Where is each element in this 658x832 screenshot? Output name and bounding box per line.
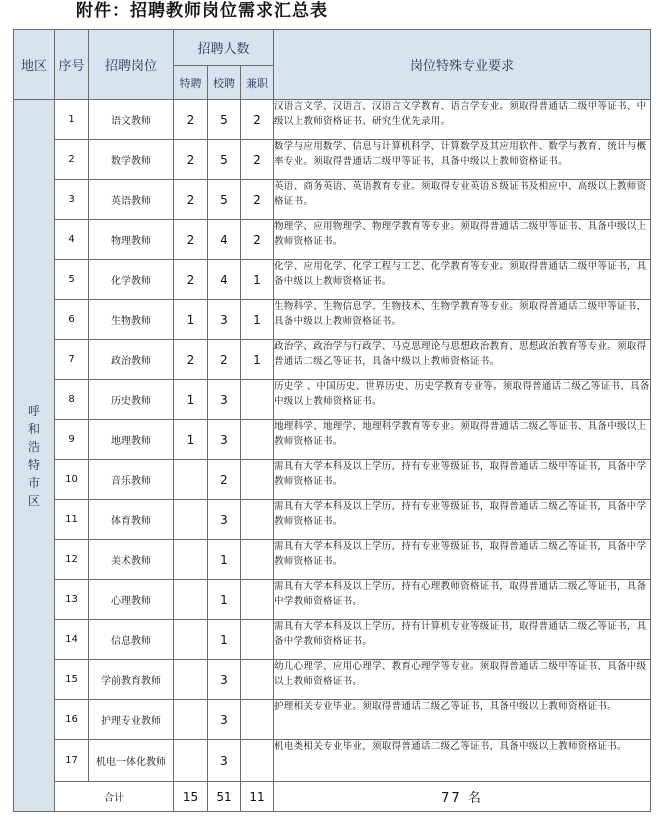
row-school-count: 2: [208, 340, 241, 380]
table-row: [14, 220, 651, 260]
row-requirements: 需具有大学本科及以上学历，持有专业等级证书，取得普通话二级乙等证书，具备中学教师资格证书。: [274, 500, 651, 540]
header-region: 地区: [14, 30, 55, 100]
row-requirements: 英语、商务英语、英语教育专业。须取得专业英语８级证书及相应中、高级以上教师资格证书。: [274, 180, 651, 220]
row-part-time-count: [241, 740, 274, 782]
total-row: [14, 782, 651, 812]
row-index: 16: [55, 700, 89, 740]
row-position: 美术教师: [89, 540, 174, 580]
row-special-count: [174, 460, 208, 500]
row-position: 历史教师: [89, 380, 174, 420]
row-requirements: 生物科学、生物信息学、生物技术、生物学教育等专业。须取得普通话二级甲等证书，具备中级以上教师资格证书。: [274, 300, 651, 340]
row-part-time-count: [241, 420, 274, 460]
row-special-count: [174, 700, 208, 740]
table-row: [14, 580, 651, 620]
row-special-count: 1: [174, 420, 208, 460]
row-special-count: 1: [174, 380, 208, 420]
row-part-time-count: 1: [241, 300, 274, 340]
row-index: 8: [55, 380, 89, 420]
total-special: 15: [174, 782, 208, 812]
row-special-count: [174, 580, 208, 620]
header-special: 特聘: [174, 66, 208, 100]
row-requirements: 汉语言文学、汉语言、汉语言文学教育、语言学专业。须取得普通话二级甲等证书、中级以上教师资格证书、研究生优先录用。: [274, 100, 651, 140]
recruitment-table: [13, 29, 651, 812]
row-special-count: [174, 740, 208, 782]
row-school-count: 2: [208, 460, 241, 500]
row-school-count: 3: [208, 700, 241, 740]
document-title: 附件：招聘教师岗位需求汇总表: [76, 1, 328, 21]
row-part-time-count: 1: [241, 340, 274, 380]
row-part-time-count: 2: [241, 180, 274, 220]
row-school-count: 5: [208, 100, 241, 140]
row-requirements: 政治学、政治学与行政学、马克思理论与思想政治教育、思想政治教育等专业。须取得普通话二级乙等证书，具备中级以上教师资格证书。: [274, 340, 651, 380]
row-index: 13: [55, 580, 89, 620]
row-part-time-count: [241, 540, 274, 580]
region-cell: [14, 100, 55, 812]
row-special-count: 2: [174, 140, 208, 180]
table-row: [14, 420, 651, 460]
row-school-count: 3: [208, 740, 241, 782]
row-school-count: 3: [208, 300, 241, 340]
row-index: 15: [55, 660, 89, 700]
table-row: [14, 180, 651, 220]
row-special-count: [174, 500, 208, 540]
row-school-count: 1: [208, 580, 241, 620]
row-special-count: [174, 620, 208, 660]
row-position: 生物教师: [89, 300, 174, 340]
row-part-time-count: 2: [241, 220, 274, 260]
row-requirements: 护理相关专业毕业。须取得普通话二级乙等证书，具备中级以上教师资格证书。: [274, 700, 651, 740]
row-index: 4: [55, 220, 89, 260]
table-row: [14, 340, 651, 380]
row-requirements: 地理科学、地理学、地理科学教育等专业。须取得普通话二级乙等证书、具备中级以上教师资格证书。: [274, 420, 651, 460]
row-position: 英语教师: [89, 180, 174, 220]
row-school-count: 1: [208, 620, 241, 660]
header-requirements: 岗位特殊专业要求: [274, 30, 651, 100]
table-row: [14, 460, 651, 500]
table-row: [14, 740, 651, 782]
row-position: 化学教师: [89, 260, 174, 300]
row-index: 6: [55, 300, 89, 340]
header-position: 招聘岗位: [89, 30, 174, 100]
row-requirements: 机电类相关专业毕业，须取得普通话二级乙等证书，具备中级以上教师资格证书。: [274, 740, 651, 782]
row-part-time-count: [241, 700, 274, 740]
row-part-time-count: [241, 380, 274, 420]
row-index: 7: [55, 340, 89, 380]
table-row: [14, 140, 651, 180]
row-special-count: 1: [174, 300, 208, 340]
table-row: [14, 300, 651, 340]
table-row: [14, 660, 651, 700]
row-special-count: 2: [174, 220, 208, 260]
row-part-time-count: [241, 460, 274, 500]
total-part-time: 11: [241, 782, 274, 812]
row-school-count: 5: [208, 180, 241, 220]
row-school-count: 4: [208, 260, 241, 300]
row-school-count: 3: [208, 500, 241, 540]
header-part-time: 兼职: [241, 66, 274, 100]
table-row: [14, 700, 651, 740]
row-index: 14: [55, 620, 89, 660]
table-row: [14, 100, 651, 140]
row-special-count: 2: [174, 260, 208, 300]
row-special-count: 2: [174, 340, 208, 380]
row-requirements: 需具有大学本科及以上学历，持有心理教师资格证书，取得普通话二级乙等证书，具备中学教师资格证书。: [274, 580, 651, 620]
row-school-count: 3: [208, 420, 241, 460]
row-position: 信息教师: [89, 620, 174, 660]
row-index: 10: [55, 460, 89, 500]
row-index: 5: [55, 260, 89, 300]
row-position: 语文教师: [89, 100, 174, 140]
row-requirements: 历史学 、中国历史、世界历史、历史学教育专业等。须取得普通话二级乙等证书、具备中级以上教师资格证书。: [274, 380, 651, 420]
row-part-time-count: 2: [241, 100, 274, 140]
table-row: [14, 380, 651, 420]
row-requirements: 化学、应用化学、化学工程与工艺、化学教育等专业。须取得普通话二级甲等证书，具备中级以上教师资格证书。: [274, 260, 651, 300]
row-requirements: 数学与应用数学、信息与计算机科学、计算数学及其应用软件、数学与教育、统计与概率专业。须取得普通话二级甲等证书，具备中级以上教师资格证书。: [274, 140, 651, 180]
row-index: 12: [55, 540, 89, 580]
header-index: 序号: [55, 30, 89, 100]
row-index: 9: [55, 420, 89, 460]
row-position: 数学教师: [89, 140, 174, 180]
total-school: 51: [208, 782, 241, 812]
row-school-count: 3: [208, 380, 241, 420]
header-school: 校聘: [208, 66, 241, 100]
region-name: 呼和浩特市区: [27, 403, 40, 508]
row-special-count: [174, 660, 208, 700]
table-row: [14, 540, 651, 580]
row-special-count: 2: [174, 180, 208, 220]
row-position: 护理专业教师: [89, 700, 174, 740]
header-count-group: 招聘人数: [174, 30, 274, 66]
row-part-time-count: [241, 580, 274, 620]
row-school-count: 4: [208, 220, 241, 260]
row-part-time-count: 2: [241, 140, 274, 180]
row-position: 音乐教师: [89, 460, 174, 500]
table-row: [14, 500, 651, 540]
row-part-time-count: [241, 620, 274, 660]
row-part-time-count: [241, 500, 274, 540]
row-position: 学前教育教师: [89, 660, 174, 700]
total-overall: 77 名: [274, 782, 651, 812]
row-position: 心理教师: [89, 580, 174, 620]
row-school-count: 3: [208, 660, 241, 700]
row-school-count: 5: [208, 140, 241, 180]
row-part-time-count: 1: [241, 260, 274, 300]
row-special-count: 2: [174, 100, 208, 140]
row-requirements: 需具有大学本科及以上学历，持有专业等级证书，取得普通话二级乙等证书，具备中学教师资格证书。: [274, 540, 651, 580]
row-index: 17: [55, 740, 89, 782]
row-position: 地理教师: [89, 420, 174, 460]
row-requirements: 物理学、应用物理学、物理学教育等专业。须取得普通话二级甲等证书、具备中级以上教师资格证书。: [274, 220, 651, 260]
row-position: 机电一体化教师: [89, 740, 174, 782]
row-part-time-count: [241, 660, 274, 700]
total-label: 合计: [55, 782, 174, 812]
row-requirements: 幼儿心理学、应用心理学、教育心理学等专业。须取得普通话二级甲等证书、具备中级以上教师资格证书。: [274, 660, 651, 700]
row-index: 2: [55, 140, 89, 180]
row-index: 11: [55, 500, 89, 540]
row-position: 政治教师: [89, 340, 174, 380]
row-school-count: 1: [208, 540, 241, 580]
row-position: 体育教师: [89, 500, 174, 540]
row-position: 物理教师: [89, 220, 174, 260]
table-row: [14, 260, 651, 300]
row-index: 3: [55, 180, 89, 220]
row-special-count: [174, 540, 208, 580]
row-requirements: 需具有大学本科及以上学历，持有专业等级证书，取得普通话二级甲等证书，具备中学教师资格证书。: [274, 460, 651, 500]
row-index: 1: [55, 100, 89, 140]
row-requirements: 需具有大学本科及以上学历，持有计算机专业等级证书，取得普通话二级乙等证书，具备中学教师资格证书。: [274, 620, 651, 660]
table-row: [14, 620, 651, 660]
